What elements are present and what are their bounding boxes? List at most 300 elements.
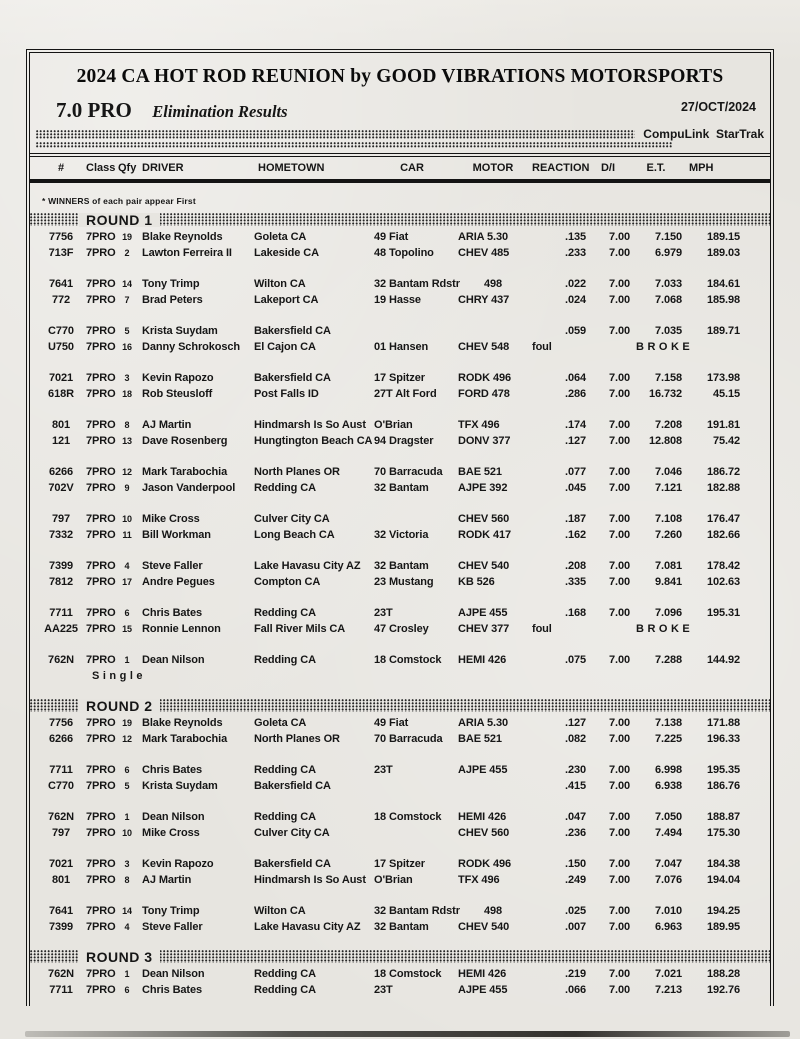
driver-name: Danny Schrokosch [142, 340, 241, 353]
dial-in: 7.00 [608, 387, 630, 400]
reaction-time: .150 [564, 858, 586, 870]
speed-mph: 102.63 [706, 575, 740, 588]
car-description: 23T [374, 983, 393, 996]
speed-mph: 192.76 [706, 983, 740, 996]
class-value: 7PRO [86, 858, 116, 870]
speed-mph: 189.71 [706, 325, 740, 337]
car-number: 7021 [48, 858, 74, 870]
hometown: Culver City CA [254, 513, 330, 525]
qualify-position: 18 [122, 388, 132, 399]
motor: CHEV 540 [458, 920, 510, 933]
dial-in: 7.00 [608, 575, 630, 588]
car-description: 27T Alt Ford [374, 387, 437, 400]
car-number: 7641 [48, 905, 74, 917]
car-description [370, 779, 454, 795]
event-title: 2024 CA HOT ROD REUNION by GOOD VIBRATIONS MOTORSPORTS [76, 66, 724, 87]
car-description [370, 512, 454, 528]
dial-in: 7.00 [608, 466, 630, 478]
dial-in: 7.00 [608, 560, 630, 572]
col-header-car: CAR [400, 162, 424, 174]
driver-name: Mike Cross [142, 513, 200, 525]
driver-name: Tony Trimp [142, 278, 200, 290]
elapsed-time: 6.963 [654, 920, 682, 933]
foul-flag [532, 826, 556, 842]
foul-flag [532, 857, 556, 873]
car-description: 48 Topolino [374, 246, 434, 259]
qualify-position: 15 [122, 623, 132, 634]
foul-flag [532, 920, 556, 936]
car-number: 797 [51, 826, 71, 839]
motor: AJPE 392 [458, 481, 508, 494]
reaction-time: .059 [564, 325, 586, 337]
car-number: 7711 [49, 983, 73, 996]
elapsed-time: 7.150 [654, 231, 682, 243]
hometown: Lake Havasu City AZ [254, 920, 361, 933]
speed-mph: 195.31 [706, 607, 740, 619]
elapsed-time: 7.068 [654, 293, 682, 306]
dial-in: 7.00 [608, 372, 630, 384]
motor: CHEV 485 [458, 246, 510, 259]
driver-name: Rob Steusloff [142, 387, 213, 400]
reaction-time: .174 [564, 419, 586, 431]
car-number: 121 [51, 434, 71, 447]
motor: AJPE 455 [458, 607, 508, 619]
driver-name: Andre Pegues [142, 575, 215, 588]
motor: HEMI 426 [458, 811, 507, 823]
qualify-position: 10 [122, 514, 132, 524]
motor: HEMI 426 [458, 654, 507, 666]
foul-flag [532, 387, 556, 403]
result-row [30, 277, 770, 293]
foul-flag [532, 418, 556, 434]
hometown: Hindmarsh Is So Aust [254, 873, 366, 886]
reaction-time: .082 [564, 732, 586, 745]
dial-in: 7.00 [608, 278, 630, 290]
class-value: 7PRO [86, 575, 116, 588]
dial-in: 7.00 [608, 764, 630, 776]
result-row [30, 340, 770, 356]
dial-in: 7.00 [608, 419, 630, 431]
pair-group [30, 418, 770, 449]
qualify-position: 6 [124, 984, 130, 995]
hometown: Wilton CA [254, 905, 306, 917]
hometown: North Planes OR [254, 466, 340, 478]
car-description: 17 Spitzer [374, 858, 425, 870]
result-row [30, 732, 770, 748]
class-value: 7PRO [86, 607, 116, 619]
pair-group [30, 857, 770, 888]
foul-flag [532, 653, 556, 669]
car-description: 49 Fiat [374, 231, 409, 243]
elapsed-time: 7.138 [654, 717, 682, 729]
reaction-time: .077 [564, 466, 586, 478]
hometown: Redding CA [254, 481, 316, 494]
class-value: 7PRO [86, 434, 116, 447]
foul-flag [532, 324, 556, 340]
car-description: 01 Hansen [374, 340, 429, 353]
class-value: 7PRO [86, 278, 116, 290]
class-value: 7PRO [86, 811, 116, 823]
dial-in: 7.00 [608, 325, 630, 337]
motor: 498 [483, 278, 503, 290]
col-header-class: Class [86, 162, 116, 174]
hometown: Redding CA [254, 764, 316, 776]
reaction-time: .230 [564, 764, 586, 776]
single-note: Single [92, 669, 147, 682]
motor: AJPE 455 [458, 764, 508, 776]
pair-group [30, 810, 770, 841]
qualify-position: 16 [122, 341, 132, 352]
speed-mph: 75.42 [712, 434, 740, 447]
car-number: 7021 [48, 372, 74, 384]
car-number: 618R [48, 387, 74, 400]
motor: KB 526 [458, 575, 495, 588]
hometown: Hungtington Beach CA [254, 434, 373, 447]
foul-flag [532, 983, 556, 999]
class-value: 7PRO [86, 231, 116, 243]
dial-in: 7.00 [608, 905, 630, 917]
qualify-position: 5 [124, 326, 130, 336]
separator-row [36, 127, 764, 141]
report-subhead [56, 98, 760, 125]
result-row [30, 810, 770, 826]
qualify-position: 13 [122, 435, 132, 446]
elapsed-time: 7.208 [654, 419, 682, 431]
reaction-time: .127 [564, 717, 586, 729]
class-value: 7PRO [86, 419, 116, 431]
result-row [30, 575, 770, 591]
reaction-time: .066 [564, 983, 586, 996]
round-label: ROUND 1 [79, 213, 160, 227]
motor: 498 [483, 905, 503, 917]
dial-in: 7.00 [608, 481, 630, 494]
hometown: Wilton CA [254, 278, 306, 290]
elapsed-time: 7.081 [654, 560, 682, 572]
round-banner [30, 699, 770, 712]
hometown: Lakeside CA [254, 246, 319, 259]
hometown: Bakersfield CA [254, 779, 331, 792]
car-description: 18 Comstock [374, 654, 442, 666]
result-row [30, 293, 770, 309]
motor: CHEV 377 [458, 622, 510, 635]
qualify-position: 12 [122, 467, 132, 477]
scan-edge-shadow [25, 1031, 790, 1037]
car-number: C770 [48, 325, 74, 337]
dial-in: 7.00 [608, 654, 630, 666]
round-label: ROUND 2 [79, 699, 160, 713]
class-value: 7PRO [86, 764, 116, 776]
driver-name: Mark Tarabochia [142, 466, 228, 478]
qualify-position: 3 [124, 373, 130, 383]
car-description: 19 Hasse [374, 293, 421, 306]
qualify-position: 4 [124, 921, 130, 932]
class-label: 7.0 PRO [56, 98, 132, 122]
foul-flag [532, 371, 556, 387]
result-row [30, 418, 770, 434]
car-number: AA225 [44, 622, 78, 635]
result-row [30, 967, 770, 983]
reaction-time: .127 [564, 434, 586, 447]
motor: TFX 496 [458, 419, 500, 431]
driver-name: Dean Nilson [142, 968, 205, 980]
car-number: 801 [51, 419, 71, 431]
class-value: 7PRO [86, 968, 116, 980]
elapsed-time: 7.096 [654, 607, 682, 619]
result-row [30, 481, 770, 497]
result-row [30, 528, 770, 544]
hometown: Redding CA [254, 607, 316, 619]
result-row [30, 716, 770, 732]
dial-in: 7.00 [608, 528, 630, 541]
elapsed-time: 7.050 [654, 811, 682, 823]
car-number: 7711 [49, 607, 73, 619]
foul-flag [532, 732, 556, 748]
result-row [30, 371, 770, 387]
driver-name: Steve Faller [142, 560, 203, 572]
dial-in: 7.00 [608, 717, 630, 729]
reaction-time: .236 [564, 826, 586, 839]
qualify-position: 4 [124, 561, 130, 571]
motor: CHRY 437 [458, 293, 510, 306]
elapsed-time: 7.035 [654, 325, 682, 337]
col-header-qfy: Qfy [118, 162, 137, 174]
foul-flag [532, 230, 556, 246]
speed-mph: 189.15 [706, 231, 740, 243]
car-description: 49 Fiat [374, 717, 409, 729]
car-number: 762N [48, 811, 74, 823]
car-number: 797 [51, 513, 71, 525]
qualify-position: 19 [122, 232, 132, 242]
car-number: 7399 [48, 920, 74, 933]
dial-in: 7.00 [608, 231, 630, 243]
car-description: 18 Comstock [374, 968, 442, 980]
result-row [30, 559, 770, 575]
car-number: 7812 [48, 575, 74, 588]
class-value: 7PRO [86, 293, 116, 306]
driver-name: Kevin Rapozo [142, 858, 214, 870]
driver-name: Mark Tarabochia [142, 732, 228, 745]
pair-group [30, 716, 770, 747]
dial-in: 7.00 [608, 246, 630, 259]
dial-in: 7.00 [608, 968, 630, 980]
reaction-time: .233 [564, 246, 586, 259]
driver-name: Bill Workman [142, 528, 211, 541]
reaction-time: .162 [564, 528, 586, 541]
qualify-position: 19 [122, 718, 132, 728]
result-row [30, 779, 770, 795]
speed-mph: 182.88 [706, 481, 740, 494]
qualify-position: 7 [124, 294, 130, 305]
reaction-time: .219 [564, 968, 586, 980]
round-banner [30, 950, 770, 963]
class-value: 7PRO [86, 732, 116, 745]
reaction-time: .025 [564, 905, 586, 917]
reaction-time: .135 [564, 231, 586, 243]
qualify-position: 1 [124, 655, 130, 665]
col-header-et: E.T. [646, 162, 666, 174]
hometown: El Cajon CA [254, 340, 316, 353]
qualify-position: 11 [122, 529, 132, 540]
reaction-time: .208 [564, 560, 586, 572]
col-header-driver: DRIVER [142, 162, 184, 174]
foul-flag: foul [532, 622, 552, 635]
foul-flag [532, 575, 556, 591]
foul-flag [532, 512, 556, 528]
dial-in: 7.00 [608, 858, 630, 870]
motor: ARIA 5.30 [458, 231, 509, 243]
motor: CHEV 560 [458, 513, 510, 525]
broke-status: BROKE [636, 340, 694, 353]
foul-flag [532, 779, 556, 795]
class-value: 7PRO [86, 466, 116, 478]
driver-name: Lawton Ferreira II [142, 246, 232, 259]
speed-mph: 194.25 [706, 905, 740, 917]
car-description: 32 Bantam Rdstr [374, 905, 460, 917]
motor: AJPE 455 [458, 983, 508, 996]
foul-flag [532, 277, 556, 293]
speed-mph: 191.81 [706, 419, 740, 431]
speed-mph: 195.35 [706, 764, 740, 776]
pair-group [30, 230, 770, 261]
elapsed-time: 16.732 [648, 387, 682, 400]
hometown: Lakeport CA [254, 293, 319, 306]
result-row [30, 387, 770, 403]
car-number: 772 [51, 293, 71, 306]
dial-in: 7.00 [608, 920, 630, 933]
hometown: Goleta CA [254, 717, 307, 729]
col-header-hometown: HOMETOWN [258, 162, 325, 174]
car-number: C770 [48, 779, 74, 792]
qualify-position: 12 [122, 733, 132, 744]
reaction-time: .047 [564, 811, 586, 823]
result-row [30, 763, 770, 779]
elapsed-time: 7.021 [654, 968, 682, 980]
driver-name: Chris Bates [142, 764, 203, 776]
car-description: 17 Spitzer [374, 372, 425, 384]
spacer [556, 340, 630, 356]
class-value: 7PRO [86, 340, 116, 353]
results-sheet [26, 49, 774, 1006]
class-value: 7PRO [86, 905, 116, 917]
car-number: 7399 [48, 560, 74, 572]
car-description: O'Brian [374, 873, 413, 886]
elapsed-time: 7.260 [654, 528, 682, 541]
reaction-time: .064 [564, 372, 586, 384]
car-description: 47 Crosley [374, 622, 429, 635]
elapsed-time: 12.808 [648, 434, 682, 447]
hometown: Bakersfield CA [254, 372, 331, 384]
foul-flag [532, 810, 556, 826]
elapsed-time: 7.010 [654, 905, 682, 917]
report-date: 27/OCT/2024 [680, 100, 756, 114]
hometown: Bakersfield CA [254, 858, 331, 870]
motor: HEMI 426 [458, 968, 507, 980]
qualify-position: 1 [124, 812, 130, 822]
motor [454, 324, 532, 340]
car-description: 32 Bantam Rdstr [374, 278, 460, 290]
motor: BAE 521 [458, 466, 502, 478]
hometown: Long Beach CA [254, 528, 335, 541]
speed-mph: 144.92 [706, 654, 740, 666]
qualify-position: 2 [124, 247, 130, 258]
result-row [30, 920, 770, 936]
car-description: 23T [374, 607, 393, 619]
round-label: ROUND 3 [79, 950, 160, 964]
motor: FORD 478 [458, 387, 510, 400]
driver-name: Chris Bates [142, 983, 203, 996]
elapsed-time: 7.121 [654, 481, 682, 494]
dial-in: 7.00 [608, 293, 630, 306]
car-number: 7641 [48, 278, 74, 290]
driver-name: AJ Martin [142, 873, 192, 886]
round-banner [30, 213, 770, 226]
hometown: Compton CA [254, 575, 321, 588]
speed-mph: 182.66 [706, 528, 740, 541]
hometown: Fall River Mils CA [254, 622, 346, 635]
speed-mph: 186.76 [706, 779, 740, 792]
result-row [30, 434, 770, 450]
class-value: 7PRO [86, 325, 116, 337]
dial-in: 7.00 [608, 732, 630, 745]
class-value: 7PRO [86, 622, 116, 635]
reaction-time: .415 [564, 779, 586, 792]
hometown: Lake Havasu City AZ [254, 560, 361, 572]
qualify-position: 1 [124, 969, 130, 979]
dial-in: 7.00 [608, 513, 630, 525]
motor: BAE 521 [458, 732, 502, 745]
hometown: Goleta CA [254, 231, 307, 243]
qualify-position: 9 [124, 482, 130, 493]
dial-in: 7.00 [608, 434, 630, 447]
class-value: 7PRO [86, 717, 116, 729]
qualify-position: 8 [124, 420, 130, 430]
hometown: Redding CA [254, 983, 316, 996]
col-header-motor: MOTOR [472, 162, 514, 174]
class-value: 7PRO [86, 826, 116, 839]
result-row [30, 324, 770, 340]
reaction-time: .022 [564, 278, 586, 290]
driver-name: Blake Reynolds [142, 717, 223, 729]
pair-group [30, 324, 770, 355]
col-header-number: # [57, 162, 65, 174]
spacer [556, 622, 630, 638]
class-value: 7PRO [86, 387, 116, 400]
col-header-mph: MPH [689, 162, 714, 174]
result-row [30, 826, 770, 842]
car-number: 713F [48, 246, 74, 259]
pair-group [30, 371, 770, 402]
hometown: Post Falls ID [254, 387, 319, 400]
car-description: 70 Barracuda [374, 466, 443, 478]
foul-flag [532, 293, 556, 309]
class-value: 7PRO [86, 560, 116, 572]
motor: ARIA 5.30 [458, 717, 509, 729]
reaction-time: .075 [564, 654, 586, 666]
elapsed-time: 7.046 [654, 466, 682, 478]
foul-flag [532, 606, 556, 622]
class-value: 7PRO [86, 654, 116, 666]
foul-flag: foul [532, 340, 552, 353]
driver-name: Jason Vanderpool [142, 481, 236, 494]
qualify-position: 3 [124, 859, 130, 869]
car-description: 32 Bantam [374, 560, 429, 572]
qualify-position: 5 [124, 780, 130, 791]
result-row [30, 873, 770, 889]
car-number: 7756 [48, 717, 74, 729]
broke-status: BROKE [636, 622, 694, 635]
speed-mph: 196.33 [706, 732, 740, 745]
foul-flag [532, 434, 556, 450]
